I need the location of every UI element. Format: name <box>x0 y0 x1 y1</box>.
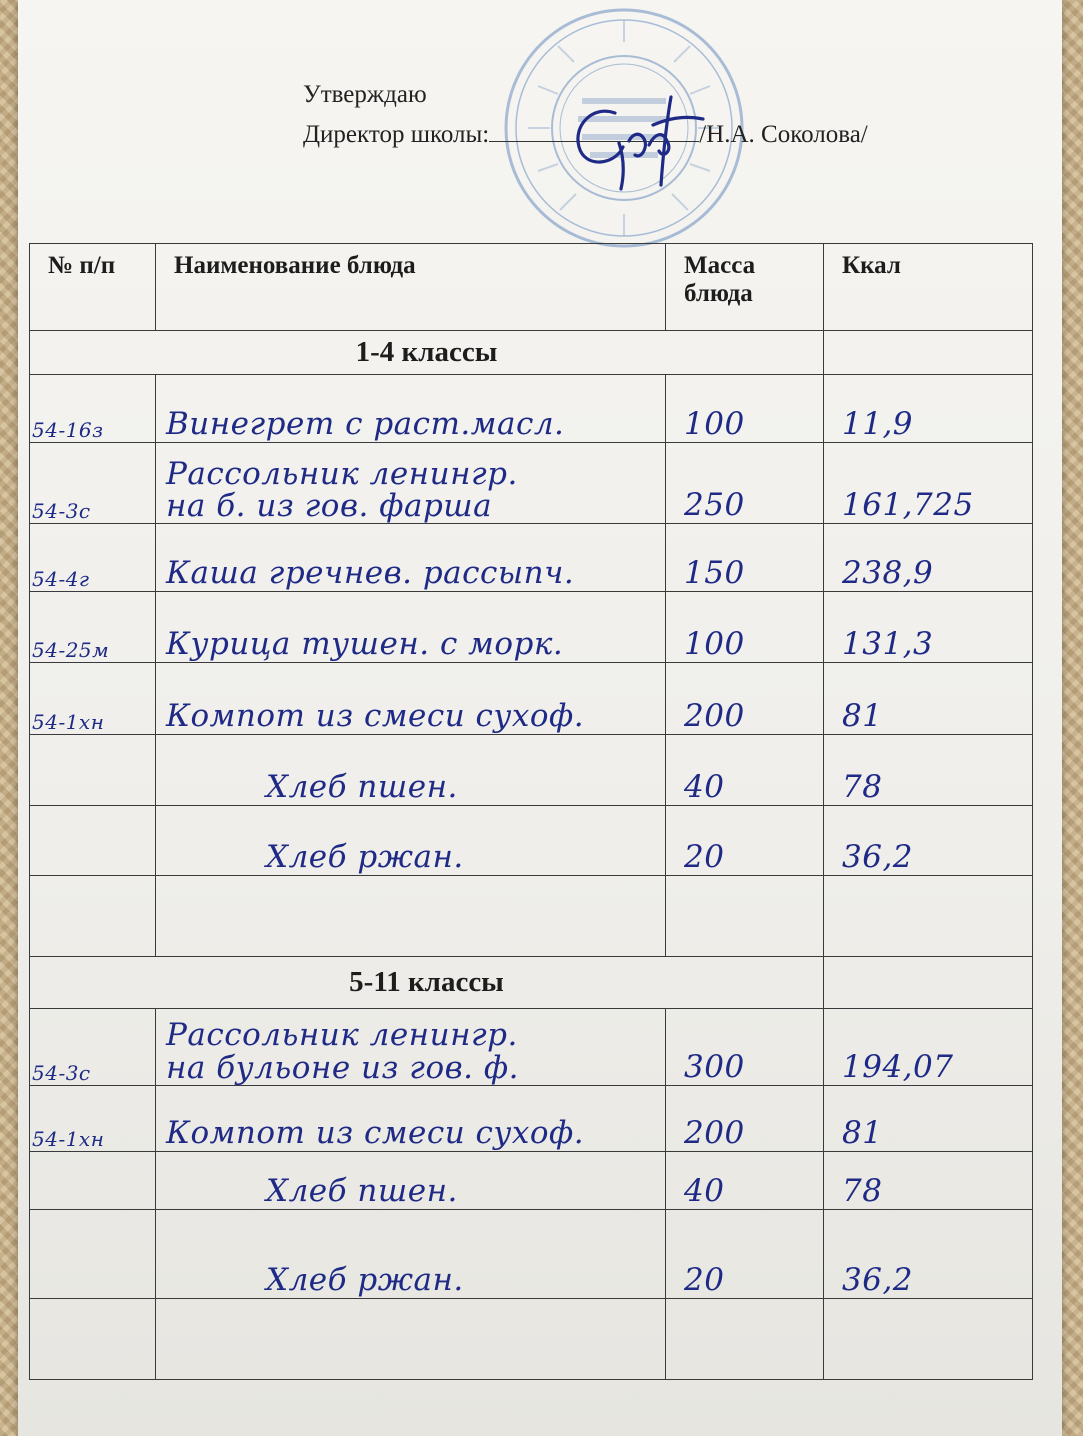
dish-name-cell: Хлеб ржан. <box>156 805 666 875</box>
dish-code-cell: 54-25м <box>30 592 156 662</box>
document-sheet <box>18 0 1062 1436</box>
dish-mass-cell: 200 <box>666 1085 824 1151</box>
dish-code-cell: 54-16з <box>30 374 156 442</box>
table-row <box>30 1008 1033 1085</box>
dish-mass-cell: 250 <box>666 443 824 524</box>
dish-code-cell <box>30 805 156 875</box>
section-title: 5-11 классы <box>30 957 824 1009</box>
table-row <box>30 735 1033 805</box>
table-row <box>30 374 1033 442</box>
dish-name-line2: на б. из гов. фарша <box>166 488 493 524</box>
dish-kcal-cell: 161,725 <box>824 443 1033 524</box>
dish-name-cell: Хлеб ржан. <box>156 1209 666 1298</box>
table-header-row <box>30 244 1033 331</box>
dish-mass-cell <box>666 1299 824 1380</box>
dish-name-line1: Рассольник ленингр. <box>166 1017 518 1054</box>
director-name: /Н.А. Соколова/ <box>699 121 868 148</box>
dish-code-cell <box>30 735 156 805</box>
dish-code-cell: 54-1хн <box>30 662 156 735</box>
table-row <box>30 1085 1033 1151</box>
table-row <box>30 1299 1033 1380</box>
dish-name-line2: на бульоне из гов. ф. <box>166 1050 519 1086</box>
dish-kcal-cell: 131,3 <box>824 592 1033 662</box>
menu-table <box>29 243 1033 1380</box>
column-header-kcal: Ккал <box>824 244 1033 331</box>
dish-kcal-cell <box>824 1299 1033 1380</box>
dish-kcal-cell: 78 <box>824 735 1033 805</box>
dish-mass-cell: 40 <box>666 1151 824 1209</box>
dish-mass-cell: 20 <box>666 1209 824 1298</box>
dish-code-cell: 54-3с <box>30 443 156 524</box>
dish-name-cell: Винегрет с раст.масл. <box>156 374 666 442</box>
dish-name-cell <box>156 876 666 957</box>
dish-name-cell <box>156 443 666 524</box>
approve-label: Утверждаю <box>303 81 427 108</box>
section-row-grades-5-11 <box>30 957 1033 1009</box>
dish-kcal-cell: 81 <box>824 1085 1033 1151</box>
table-row <box>30 876 1033 957</box>
table-row <box>30 805 1033 875</box>
dish-kcal-cell <box>824 876 1033 957</box>
dish-name-cell: Хлеб пшен. <box>156 735 666 805</box>
dish-name-cell <box>156 1008 666 1085</box>
dish-code-cell: 54-1хн <box>30 1085 156 1151</box>
section-row-grades-1-4 <box>30 331 1033 375</box>
dish-mass-cell: 100 <box>666 592 824 662</box>
table-row <box>30 523 1033 591</box>
dish-code-cell <box>30 876 156 957</box>
dish-name-line1: Рассольник ленингр. <box>166 455 518 492</box>
dish-code-cell <box>30 1209 156 1298</box>
table-row <box>30 1209 1033 1298</box>
dish-code-cell <box>30 1299 156 1380</box>
dish-code-cell: 54-4г <box>30 523 156 591</box>
column-header-mass: Масса блюда <box>666 244 824 331</box>
dish-kcal-cell: 238,9 <box>824 523 1033 591</box>
dish-kcal-cell: 36,2 <box>824 805 1033 875</box>
dish-name-cell: Компот из смеси сухоф. <box>156 662 666 735</box>
table-row <box>30 1151 1033 1209</box>
table-row <box>30 662 1033 735</box>
dish-code-cell <box>30 1151 156 1209</box>
dish-mass-cell: 300 <box>666 1008 824 1085</box>
dish-kcal-cell: 36,2 <box>824 1209 1033 1298</box>
dish-mass-cell: 20 <box>666 805 824 875</box>
dish-code-cell: 54-3с <box>30 1008 156 1085</box>
dish-kcal-cell: 11,9 <box>824 374 1033 442</box>
dish-mass-cell: 40 <box>666 735 824 805</box>
dish-kcal-cell: 81 <box>824 662 1033 735</box>
section-title: 1-4 классы <box>30 331 824 375</box>
dish-name-cell: Компот из смеси сухоф. <box>156 1085 666 1151</box>
dish-mass-cell: 150 <box>666 523 824 591</box>
dish-name-cell: Хлеб пшен. <box>156 1151 666 1209</box>
dish-name-cell: Курица тушен. с морк. <box>156 592 666 662</box>
director-label: Директор школы: <box>303 121 490 148</box>
column-header-dish-name: Наименование блюда <box>156 244 666 331</box>
dish-name-cell: Каша гречнев. рассыпч. <box>156 523 666 591</box>
dish-mass-cell: 100 <box>666 374 824 442</box>
dish-mass-cell <box>666 876 824 957</box>
dish-kcal-cell: 78 <box>824 1151 1033 1209</box>
column-header-number: № п/п <box>30 244 156 331</box>
table-row <box>30 592 1033 662</box>
dish-name-cell <box>156 1299 666 1380</box>
dish-kcal-cell: 194,07 <box>824 1008 1033 1085</box>
table-row <box>30 443 1033 524</box>
dish-mass-cell: 200 <box>666 662 824 735</box>
director-signature <box>563 85 713 195</box>
